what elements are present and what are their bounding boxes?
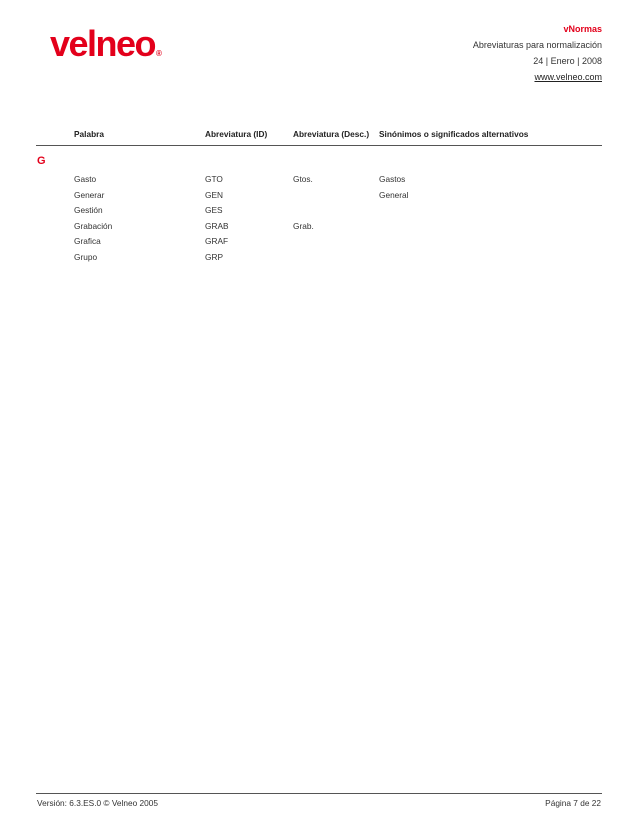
table-row [0, 236, 638, 252]
cell-abreviatura-id: GEN [205, 189, 223, 200]
cell-palabra: Gasto [74, 174, 97, 184]
cell-palabra: Generar [74, 189, 105, 200]
cell-abreviatura-id: GRP [205, 251, 223, 262]
website-link[interactable]: www.velneo.com [534, 72, 602, 82]
table-row [0, 190, 638, 206]
column-header-abreviatura-desc: Abreviatura (Desc.) [293, 129, 370, 139]
column-header-sinonimos: Sinónimos o significados alternativos [379, 129, 529, 139]
cell-abreviatura-desc: Grab. [293, 220, 314, 231]
footer-divider [36, 793, 602, 794]
cell-abreviatura-id: GRAF [205, 236, 229, 247]
cell-palabra: Gestión [74, 205, 103, 216]
header-divider [36, 145, 602, 146]
document-title: vNormas [563, 24, 602, 34]
document-subtitle: Abreviaturas para normalización [472, 40, 602, 50]
table-row [0, 174, 638, 190]
cell-abreviatura-id: GES [205, 205, 223, 216]
table-row [0, 252, 638, 268]
cell-abreviatura-id: GTO [205, 174, 223, 184]
column-header-palabra: Palabra [74, 129, 104, 139]
table-header [0, 129, 638, 143]
cell-abreviatura-desc: Gtos. [293, 174, 313, 184]
page-number: Página 7 de 22 [545, 798, 601, 808]
logo-text: velneo [50, 23, 156, 64]
cell-abreviatura-id: GRAB [205, 220, 229, 231]
table-row [0, 205, 638, 221]
column-header-abreviatura-id: Abreviatura (ID) [205, 129, 268, 139]
table-row [0, 221, 638, 237]
document-header [473, 21, 602, 85]
registered-mark: ® [156, 49, 162, 58]
cell-palabra: Grafica [74, 236, 101, 247]
cell-palabra: Grupo [74, 251, 98, 262]
cell-sinonimos: Gastos [379, 174, 406, 184]
section-letter: G [37, 155, 46, 167]
table-body [0, 174, 638, 268]
velneo-logo [50, 24, 162, 64]
version-text: Versión: 6.3.ES.0 © Velneo 2005 [37, 798, 158, 808]
cell-sinonimos: General [379, 189, 409, 200]
cell-palabra: Grabación [74, 220, 113, 231]
document-date: 24 | Enero | 2008 [533, 56, 602, 66]
